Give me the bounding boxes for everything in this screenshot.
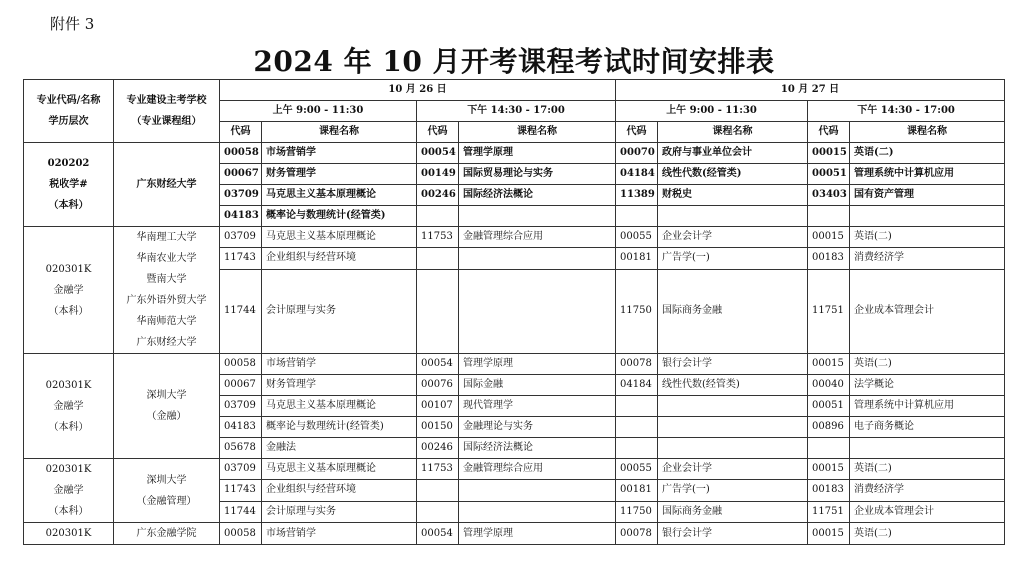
code-cell — [616, 417, 658, 438]
course-name-cell: 企业成本管理会计 — [850, 501, 1005, 522]
code-cell: 11743 — [220, 480, 262, 501]
course-name-cell: 国有资产管理 — [850, 185, 1005, 206]
course-name-cell: 英语(二) — [850, 354, 1005, 375]
code-cell: 00058 — [220, 143, 262, 164]
course-name-cell: 国际金融 — [459, 375, 616, 396]
school-cell: 深圳大学 （金融管理） — [114, 459, 220, 523]
code-cell — [417, 248, 459, 269]
course-name-cell: 英语(二) — [850, 227, 1005, 248]
code-cell — [417, 480, 459, 501]
code-cell: 00015 — [808, 227, 850, 248]
school-cell: 广东金融学院 — [114, 523, 220, 545]
session-header-27-pm: 下午 14:30 - 17:00 — [808, 101, 1005, 122]
code-cell: 04184 — [616, 375, 658, 396]
course-name-cell: 市场营销学 — [262, 354, 417, 375]
code-cell: 00055 — [616, 227, 658, 248]
course-name-cell — [658, 438, 808, 459]
code-cell: 11750 — [616, 501, 658, 522]
code-cell — [808, 206, 850, 227]
school-header: 专业建设主考学校 （专业课程组） — [114, 80, 220, 143]
code-cell: 00051 — [808, 396, 850, 417]
code-cell: 00070 — [616, 143, 658, 164]
course-name-cell: 金融管理综合应用 — [459, 227, 616, 248]
code-cell: 11744 — [220, 501, 262, 522]
course-name-cell: 财税史 — [658, 185, 808, 206]
course-name-cell: 企业会计学 — [658, 227, 808, 248]
code-cell — [616, 396, 658, 417]
major-cell: 020301K — [24, 523, 114, 545]
course-name-cell: 政府与事业单位会计 — [658, 143, 808, 164]
course-name-cell: 银行会计学 — [658, 523, 808, 545]
code-cell: 00150 — [417, 417, 459, 438]
course-name-cell: 概率论与数理统计(经管类) — [262, 417, 417, 438]
course-name-cell: 马克思主义基本原理概论 — [262, 459, 417, 480]
code-cell: 11750 — [616, 269, 658, 353]
table-row — [24, 354, 1005, 375]
code-cell: 11751 — [808, 269, 850, 353]
code-cell: 00015 — [808, 143, 850, 164]
course-name-cell: 线性代数(经管类) — [658, 164, 808, 185]
code-cell: 05678 — [220, 438, 262, 459]
code-cell: 00040 — [808, 375, 850, 396]
code-cell: 00246 — [417, 185, 459, 206]
course-name-cell: 马克思主义基本原理概论 — [262, 396, 417, 417]
course-name-cell: 消费经济学 — [850, 248, 1005, 269]
code-cell: 00058 — [220, 523, 262, 545]
course-name-cell — [459, 501, 616, 522]
course-name-cell: 财务管理学 — [262, 164, 417, 185]
course-name-cell: 企业成本管理会计 — [850, 269, 1005, 353]
code-cell: 11744 — [220, 269, 262, 353]
course-name-cell: 电子商务概论 — [850, 417, 1005, 438]
code-cell: 00149 — [417, 164, 459, 185]
course-name-cell: 国际经济法概论 — [459, 438, 616, 459]
course-name-cell: 企业会计学 — [658, 459, 808, 480]
major-cell: 020301K 金融学 （本科） — [24, 459, 114, 523]
session-header-26-am: 上午 9:00 - 11:30 — [220, 101, 417, 122]
course-name-cell: 管理系统中计算机应用 — [850, 396, 1005, 417]
code-cell: 04184 — [616, 164, 658, 185]
course-name-cell: 金融法 — [262, 438, 417, 459]
code-cell — [616, 206, 658, 227]
attachment-label: 附件 3 — [50, 15, 95, 33]
course-name-cell — [658, 417, 808, 438]
page-title: 2024 年 10 月开考课程考试时间安排表 — [253, 45, 775, 78]
course-name-cell: 市场营销学 — [262, 143, 417, 164]
course-name-header: 课程名称 — [658, 122, 808, 143]
school-cell: 广东财经大学 — [114, 143, 220, 227]
course-name-header: 课程名称 — [262, 122, 417, 143]
code-cell: 00015 — [808, 459, 850, 480]
code-header: 代码 — [220, 122, 262, 143]
code-cell: 03709 — [220, 396, 262, 417]
code-cell: 03709 — [220, 227, 262, 248]
course-name-cell: 法学概论 — [850, 375, 1005, 396]
code-cell: 00078 — [616, 523, 658, 545]
course-name-cell: 线性代数(经管类) — [658, 375, 808, 396]
code-cell — [417, 206, 459, 227]
session-header-26-pm: 下午 14:30 - 17:00 — [417, 101, 616, 122]
code-cell: 00067 — [220, 164, 262, 185]
course-name-cell: 管理系统中计算机应用 — [850, 164, 1005, 185]
course-name-cell — [459, 480, 616, 501]
course-name-cell: 会计原理与实务 — [262, 501, 417, 522]
course-name-cell: 企业组织与经营环境 — [262, 248, 417, 269]
code-cell: 00181 — [616, 480, 658, 501]
course-name-cell — [459, 269, 616, 353]
course-name-cell: 财务管理学 — [262, 375, 417, 396]
code-cell — [616, 438, 658, 459]
code-cell: 11753 — [417, 227, 459, 248]
table-row — [24, 143, 1005, 164]
table-row — [24, 227, 1005, 248]
code-cell: 00078 — [616, 354, 658, 375]
code-cell: 00246 — [417, 438, 459, 459]
course-name-cell: 国际商务金融 — [658, 501, 808, 522]
code-cell: 00076 — [417, 375, 459, 396]
code-cell: 00055 — [616, 459, 658, 480]
course-name-cell — [850, 438, 1005, 459]
date-header-26: 10 月 26 日 — [220, 80, 616, 101]
course-name-cell — [459, 206, 616, 227]
course-name-cell: 英语(二) — [850, 143, 1005, 164]
code-cell: 00051 — [808, 164, 850, 185]
code-cell — [417, 501, 459, 522]
code-cell: 03709 — [220, 185, 262, 206]
course-name-cell: 英语(二) — [850, 459, 1005, 480]
code-cell: 00107 — [417, 396, 459, 417]
course-name-cell: 国际商务金融 — [658, 269, 808, 353]
course-name-cell: 消费经济学 — [850, 480, 1005, 501]
course-name-cell: 管理学原理 — [459, 354, 616, 375]
school-cell: 深圳大学 （金融） — [114, 354, 220, 459]
course-name-header: 课程名称 — [459, 122, 616, 143]
code-cell: 00054 — [417, 354, 459, 375]
code-cell: 00896 — [808, 417, 850, 438]
course-name-cell: 银行会计学 — [658, 354, 808, 375]
course-name-cell: 会计原理与实务 — [262, 269, 417, 353]
code-cell: 00054 — [417, 143, 459, 164]
course-name-cell — [658, 396, 808, 417]
code-cell: 04183 — [220, 206, 262, 227]
code-cell — [417, 269, 459, 353]
table-row — [24, 459, 1005, 480]
course-name-cell: 广告学(一) — [658, 248, 808, 269]
course-name-cell: 金融理论与实务 — [459, 417, 616, 438]
course-name-cell: 马克思主义基本原理概论 — [262, 227, 417, 248]
code-header: 代码 — [616, 122, 658, 143]
code-cell: 00015 — [808, 354, 850, 375]
code-cell: 11753 — [417, 459, 459, 480]
table-row — [24, 523, 1005, 545]
code-header: 代码 — [808, 122, 850, 143]
code-cell: 11743 — [220, 248, 262, 269]
code-cell: 03709 — [220, 459, 262, 480]
code-cell: 03403 — [808, 185, 850, 206]
code-header: 代码 — [417, 122, 459, 143]
course-name-cell — [459, 248, 616, 269]
course-name-cell: 管理学原理 — [459, 143, 616, 164]
code-cell: 00183 — [808, 480, 850, 501]
major-cell: 020301K 金融学 （本科） — [24, 227, 114, 354]
course-name-cell: 概率论与数理统计(经管类) — [262, 206, 417, 227]
code-cell: 11751 — [808, 501, 850, 522]
course-name-cell: 国际经济法概论 — [459, 185, 616, 206]
course-name-cell — [658, 206, 808, 227]
code-cell: 11389 — [616, 185, 658, 206]
course-name-cell: 英语(二) — [850, 523, 1005, 545]
course-name-cell: 金融管理综合应用 — [459, 459, 616, 480]
code-cell: 04183 — [220, 417, 262, 438]
code-cell: 00181 — [616, 248, 658, 269]
major-header: 专业代码/名称 学历层次 — [24, 80, 114, 143]
code-cell: 00183 — [808, 248, 850, 269]
course-name-cell: 市场营销学 — [262, 523, 417, 545]
course-name-header: 课程名称 — [850, 122, 1005, 143]
code-cell: 00054 — [417, 523, 459, 545]
course-name-cell — [850, 206, 1005, 227]
major-cell: 020301K 金融学 （本科） — [24, 354, 114, 459]
school-cell: 华南理工大学 华南农业大学 暨南大学 广东外语外贸大学 华南师范大学 广东财经大学 — [114, 227, 220, 354]
course-name-cell: 马克思主义基本原理概论 — [262, 185, 417, 206]
exam-schedule-table — [23, 79, 1005, 545]
course-name-cell: 现代管理学 — [459, 396, 616, 417]
session-header-27-am: 上午 9:00 - 11:30 — [616, 101, 808, 122]
code-cell — [808, 438, 850, 459]
code-cell: 00058 — [220, 354, 262, 375]
course-name-cell: 广告学(一) — [658, 480, 808, 501]
major-cell: 020202 税收学# （本科） — [24, 143, 114, 227]
date-header-27: 10 月 27 日 — [616, 80, 1005, 101]
code-cell: 00015 — [808, 523, 850, 545]
course-name-cell: 企业组织与经营环境 — [262, 480, 417, 501]
course-name-cell: 国际贸易理论与实务 — [459, 164, 616, 185]
code-cell: 00067 — [220, 375, 262, 396]
course-name-cell: 管理学原理 — [459, 523, 616, 545]
